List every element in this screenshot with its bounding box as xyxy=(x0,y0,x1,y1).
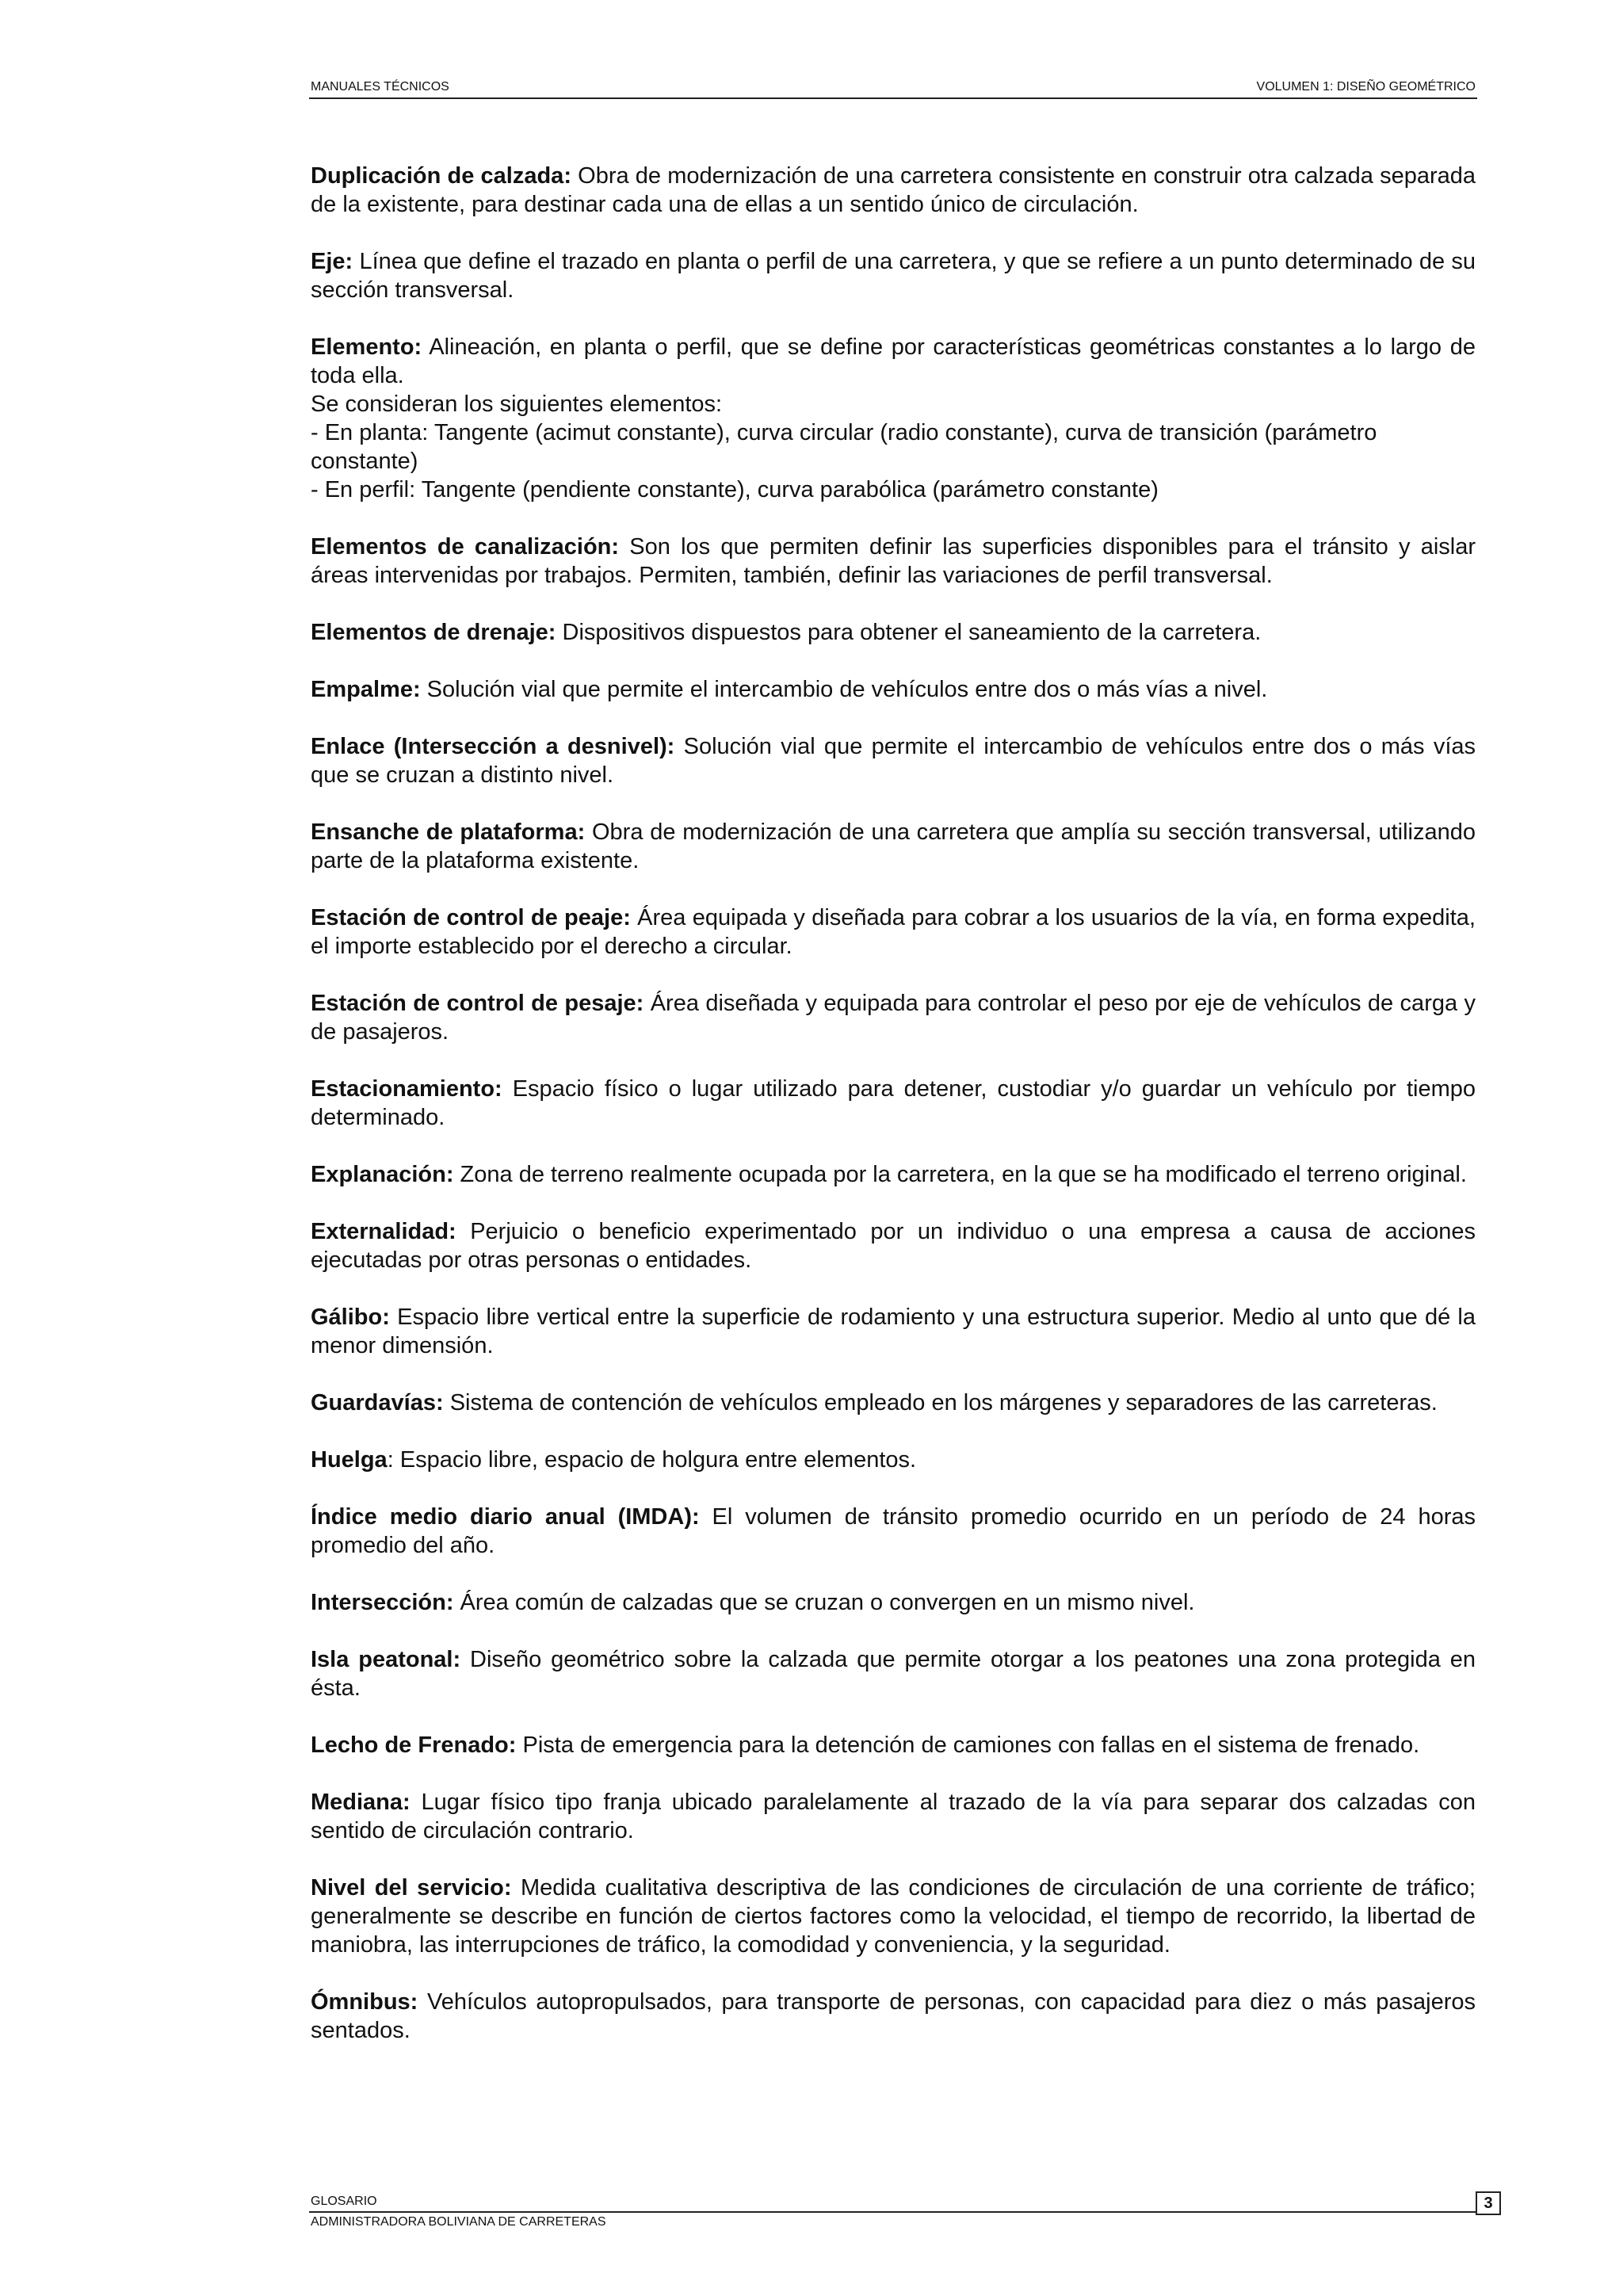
glossary-entry xyxy=(311,1503,1476,1560)
glossary-definition: Solución vial que permite el intercambio de vehículos entre dos o más vías que se cruzan a distinto nivel. xyxy=(311,734,1476,788)
glossary-definition: Son los que permiten definir las superficies disponibles para el tránsito y aislar áreas intervenidas por trabajos. Permiten, también, definir las variaciones de perfil transversal. xyxy=(311,534,1476,588)
glossary-term: Nivel del servicio: xyxy=(311,1875,512,1901)
glossary-definition: Vehículos autopropulsados, para transporte de personas, con capacidad para diez o más pasajeros sentados. xyxy=(311,1989,1476,2043)
glossary-term: Externalidad: xyxy=(311,1219,456,1244)
glossary-term: Enlace (Intersección a desnivel): xyxy=(311,734,675,759)
glossary-term: Empalme: xyxy=(311,677,421,702)
glossary-entry xyxy=(311,247,1476,304)
glossary-term: Estación de control de pesaje: xyxy=(311,991,644,1016)
glossary-term: Explanación: xyxy=(311,1162,454,1187)
glossary-term: Ómnibus: xyxy=(311,1989,418,2015)
header-right: VOLUMEN 1: DISEÑO GEOMÉTRICO xyxy=(1256,80,1476,94)
glossary-entry xyxy=(311,1217,1476,1274)
glossary-definition: Espacio físico o lugar utilizado para detener, custodiar y/o guardar un vehículo por tiempo determinado. xyxy=(311,1076,1476,1130)
glossary-term: Lecho de Frenado: xyxy=(311,1733,517,1758)
glossary-term: Duplicación de calzada: xyxy=(311,163,571,189)
glossary-term: Estacionamiento: xyxy=(311,1076,502,1102)
glossary-term: Elementos de drenaje: xyxy=(311,620,556,645)
glossary-entry xyxy=(311,1645,1476,1702)
glossary-entry xyxy=(311,989,1476,1046)
glossary-term: Estación de control de peaje: xyxy=(311,905,631,930)
glossary-term: Huelga xyxy=(311,1447,388,1473)
glossary-content xyxy=(311,162,1476,2073)
footer-org: ADMINISTRADORA BOLIVIANA DE CARRETERAS xyxy=(311,2215,606,2229)
glossary-definition: El volumen de tránsito promedio ocurrido en un período de 24 horas promedio del año. xyxy=(311,1504,1476,1558)
glossary-entry xyxy=(311,732,1476,789)
glossary-term: Guardavías: xyxy=(311,1390,444,1415)
glossary-definition-line: - En perfil: Tangente (pendiente constante), curva parabólica (parámetro constante) xyxy=(311,477,1159,502)
header-divider xyxy=(309,97,1477,99)
glossary-term: Isla peatonal: xyxy=(311,1647,461,1672)
glossary-definition: Espacio libre vertical entre la superficie de rodamiento y una estructura superior. Medio al unto que dé la menor dimensión. xyxy=(311,1305,1476,1358)
glossary-entry xyxy=(311,904,1476,961)
glossary-entry xyxy=(311,675,1476,704)
glossary-term: Ensanche de plataforma: xyxy=(311,819,586,845)
glossary-term: Elemento: xyxy=(311,334,422,360)
glossary-definition: Dispositivos dispuestos para obtener el saneamiento de la carretera. xyxy=(556,620,1262,645)
glossary-entry xyxy=(311,333,1476,504)
footer-divider xyxy=(309,2211,1477,2213)
glossary-entry xyxy=(311,1389,1476,1417)
glossary-definition: Perjuicio o beneficio experimentado por un individuo o una empresa a causa de acciones ejecutadas por otras personas o entidades. xyxy=(311,1219,1476,1273)
glossary-definition: Línea que define el trazado en planta o perfil de una carretera, y que se refiere a un punto determinado de su sección transversal. xyxy=(311,249,1476,303)
glossary-entry xyxy=(311,1788,1476,1845)
glossary-entry xyxy=(311,618,1476,647)
glossary-entry xyxy=(311,1588,1476,1617)
page-number: 3 xyxy=(1476,2191,1501,2215)
glossary-entry xyxy=(311,818,1476,875)
glossary-term: Índice medio diario anual (IMDA): xyxy=(311,1504,700,1530)
glossary-term: Intersección: xyxy=(311,1590,454,1615)
glossary-definition: Pista de emergencia para la detención de camiones con fallas en el sistema de frenado. xyxy=(516,1733,1420,1758)
glossary-entry xyxy=(311,1874,1476,1959)
glossary-entry xyxy=(311,162,1476,219)
glossary-definition: Medida cualitativa descriptiva de las condiciones de circulación de una corriente de tráfico; generalmente se describe en función de ciertos factores como la velocidad, el tiempo de recorrido, la libertad de maniobra, las interrupciones de tráfico, la comodidad y conveniencia, y la seguridad. xyxy=(311,1875,1476,1958)
glossary-definition: Diseño geométrico sobre la calzada que permite otorgar a los peatones una zona protegida en ésta. xyxy=(311,1647,1476,1701)
glossary-definition: Área diseñada y equipada para controlar el peso por eje de vehículos de carga y de pasajeros. xyxy=(311,991,1476,1045)
glossary-term: Eje: xyxy=(311,249,353,274)
glossary-definition-line: Se consideran los siguientes elementos: xyxy=(311,392,723,417)
glossary-definition: Solución vial que permite el intercambio de vehículos entre dos o más vías a nivel. xyxy=(420,677,1268,702)
footer-section: GLOSARIO xyxy=(311,2195,377,2208)
glossary-term: Gálibo: xyxy=(311,1305,390,1330)
glossary-definition: : Espacio libre, espacio de holgura entre elementos. xyxy=(387,1447,917,1473)
glossary-entry xyxy=(311,1160,1476,1189)
glossary-entry xyxy=(311,1731,1476,1759)
glossary-definition: Sistema de contención de vehículos empleado en los márgenes y separadores de las carreteras. xyxy=(443,1390,1438,1415)
page-header xyxy=(309,79,1477,98)
glossary-definition: Alineación, en planta o perfil, que se define por características geométricas constantes a lo largo de toda ella. xyxy=(311,334,1476,388)
glossary-definition: Área común de calzadas que se cruzan o convergen en un mismo nivel. xyxy=(453,1590,1195,1615)
glossary-definition: Obra de modernización de una carretera consistente en construir otra calzada separada de la existente, para destinar cada una de ellas a un sentido único de circulación. xyxy=(311,163,1476,217)
glossary-term: Mediana: xyxy=(311,1790,411,1815)
glossary-entry xyxy=(311,533,1476,590)
glossary-entry xyxy=(311,1446,1476,1474)
glossary-entry xyxy=(311,1303,1476,1360)
glossary-definition: Zona de terreno realmente ocupada por la carretera, en la que se ha modificado el terreno original. xyxy=(453,1162,1467,1187)
glossary-entry xyxy=(311,1988,1476,2045)
header-left: MANUALES TÉCNICOS xyxy=(311,80,449,94)
glossary-definition-line: - En planta: Tangente (acimut constante), curva circular (radio constante), curva de transición (parámetro constante) xyxy=(311,420,1377,474)
glossary-definition: Área equipada y diseñada para cobrar a los usuarios de la vía, en forma expedita, el importe establecido por el derecho a circular. xyxy=(311,905,1476,959)
glossary-term: Elementos de canalización: xyxy=(311,534,620,560)
glossary-definition: Lugar físico tipo franja ubicado paralelamente al trazado de la vía para separar dos calzadas con sentido de circulación contrario. xyxy=(311,1790,1476,1843)
glossary-definition: Obra de modernización de una carretera que amplía su sección transversal, utilizando parte de la plataforma existente. xyxy=(311,819,1476,873)
glossary-entry xyxy=(311,1075,1476,1132)
